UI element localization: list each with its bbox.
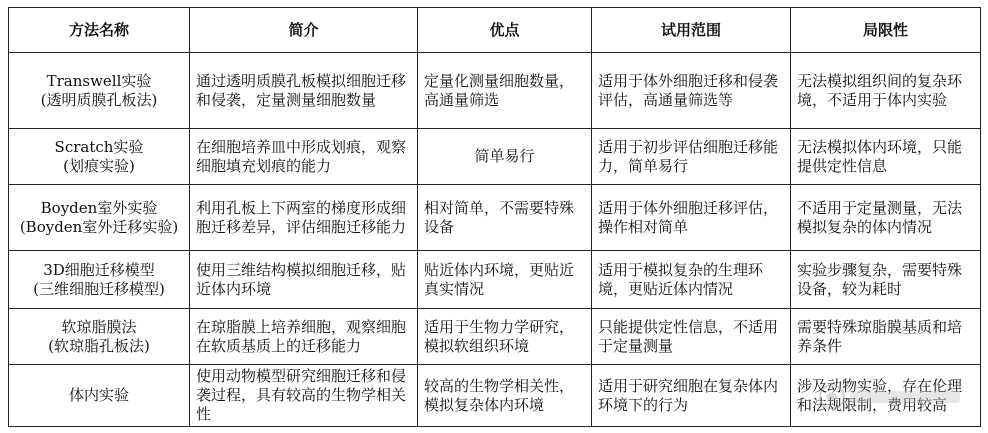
limitation-cell: 不适用于定量测量，无法模拟复杂的体内情况 [791,185,981,251]
method-name-cell [9,129,190,185]
advantage-cell: 较高的生物学相关性，模拟复杂体内环境 [418,365,592,427]
method-name-cell [9,365,190,427]
method-alias: (Boyden室外迁移实验) [19,217,179,236]
introduction-cell: 通过透明质膜孔板模拟细胞迁移和侵袭，定量测量细胞数量 [190,53,418,129]
scope-cell: 适用于初步评估细胞迁移能力，简单易行 [592,129,791,185]
method-name: Transwell实验 [46,71,152,90]
header-scope: 试用范围 [592,8,791,53]
scope-cell: 适用于研究细胞在复杂体内环境下的行为 [592,365,791,427]
table-row [9,365,981,427]
header-introduction: 简介 [190,8,418,53]
methods-table [8,7,981,427]
method-name: 3D细胞迁移模型 [43,260,155,279]
limitation-cell: 涉及动物实验，存在伦理和法规限制，费用较高 [791,365,981,427]
method-name: 软琼脂膜法 [61,317,137,336]
introduction-cell: 利用孔板上下两室的梯度形成细胞迁移差异，评估细胞迁移能力 [190,185,418,251]
table-row [9,251,981,309]
method-alias: (软琼脂孔板法) [48,336,150,355]
introduction-cell: 使用动物模型研究细胞迁移和侵袭过程，具有较高的生物学相关性 [190,365,418,427]
limitation-cell: 无法模拟体内环境，只能提供定性信息 [791,129,981,185]
limitation-cell: 实验步骤复杂，需要特殊设备，较为耗时 [791,251,981,309]
scope-cell: 只能提供定性信息，不适用于定量测量 [592,309,791,365]
advantage-cell: 简单易行 [418,129,592,185]
advantage-cell: 贴近体内环境，更贴近真实情况 [418,251,592,309]
method-alias: (划痕实验) [63,156,135,175]
introduction-cell: 在细胞培养皿中形成划痕，观察细胞填充划痕的能力 [190,129,418,185]
method-name-cell [9,53,190,129]
table-row [9,129,981,185]
method-name-cell [9,309,190,365]
introduction-cell: 在琼脂膜上培养细胞，观察细胞在软质基质上的迁移能力 [190,309,418,365]
advantage-cell: 定量化测量细胞数量，高通量筛选 [418,53,592,129]
method-name-cell [9,251,190,309]
table-row [9,53,981,129]
table-row [9,309,981,365]
header-limitations: 局限性 [791,8,981,53]
method-alias: (三维细胞迁移模型) [33,279,165,298]
method-name: 体内实验 [68,386,129,404]
method-alias: (透明质膜孔板法) [40,90,158,109]
scope-cell: 适用于体外细胞迁移评估，操作相对简单 [592,185,791,251]
introduction-cell: 使用三维结构模拟细胞迁移，贴近体内环境 [190,251,418,309]
scope-cell: 适用于模拟复杂的生理环境，更贴近体内情况 [592,251,791,309]
method-name-cell [9,185,190,251]
method-name: Scratch实验 [54,137,144,156]
header-method-name: 方法名称 [9,8,190,53]
limitation-cell: 无法模拟组织间的复杂环境，不适用于体内实验 [791,53,981,129]
table-header-row [9,8,981,53]
header-advantages: 优点 [418,8,592,53]
table-row [9,185,981,251]
advantage-cell: 适用于生物力学研究，模拟软组织环境 [418,309,592,365]
limitation-cell: 需要特殊琼脂膜基质和培养条件 [791,309,981,365]
advantage-cell: 相对简单，不需要特殊设备 [418,185,592,251]
method-name: Boyden室外实验 [40,198,158,217]
scope-cell: 适用于体外细胞迁移和侵袭评估，高通量筛选等 [592,53,791,129]
